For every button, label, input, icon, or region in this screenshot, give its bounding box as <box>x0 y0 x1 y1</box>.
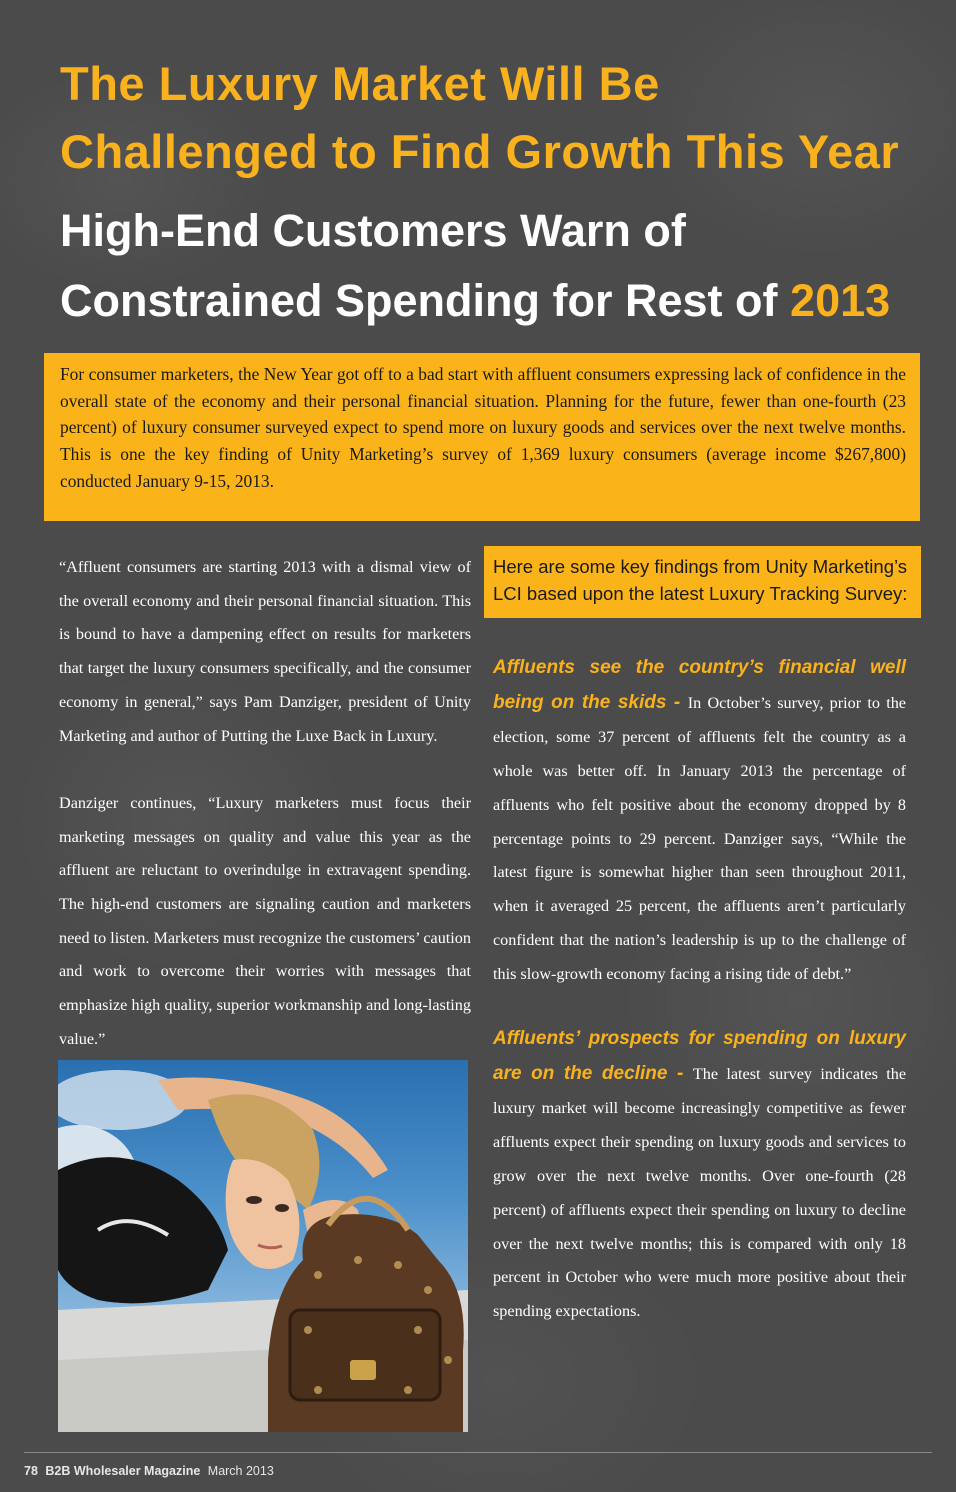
finding-heading: Affluents’ prospects for spending on luxury are on the decline - <box>493 1028 906 1084</box>
subtitle-year: 2013 <box>790 275 891 326</box>
findings-header-text: Here are some key findings from Unity Marketing’s LCI based upon the latest Luxury Tracking Survey: <box>493 556 908 604</box>
intro-text: For consumer marketers, the New Year got off to a bad start with affluent consumers expressing lack of confidence in the overall state of the economy and their personal financial situation. Planning for the future, fewer than one-fourth (23 percent) of luxury consumer surveyed expect to spend more on luxury goods and services over the next twelve months. This is one the key finding of Unity Marketing’s survey of 1,369 luxury consumers (average income $267,800) conducted January 9-15, 2013. <box>60 364 906 491</box>
subtitle-line-1: High-End Customers Warn of <box>60 205 686 256</box>
magazine-name: B2B Wholesaler Magazine <box>45 1464 201 1478</box>
finding-heading: Affluents see the country’s financial well being on the skids - <box>493 657 906 713</box>
finding-body: In October’s survey, prior to the election, some 37 percent of affluents felt the country as a whole was better off. In January 2013 the percentage of affluents who felt positive about the economy dropped by 8 percentage points to 29 percent. Danziger says, “While the latest figure is somewhat higher than seen throughout 2011, when it averaged 25 percent, the affluents aren’t particularly confident that the nation’s leadership is up to the challenge of this slow-growth economy facing a rising tide of debt.” <box>493 693 906 984</box>
title-line-2: Challenged to Find Growth This Year <box>60 125 900 178</box>
advertisement-photo <box>58 1060 468 1432</box>
intro-box <box>44 353 920 521</box>
subtitle-line-2: Constrained Spending for Rest of <box>60 275 778 326</box>
footer-divider <box>24 1452 932 1453</box>
finding-item <box>493 651 906 992</box>
page-footer <box>24 1464 274 1478</box>
continuation-paragraph: Danziger continues, “Luxury marketers must focus their marketing messages on quality and value this year as the affluent are reluctant to overindulge in extravagent spending. The high-end customers are signaling caution and marketers need to listen. Marketers must recognize the customers’ caution and work to overcome their worries with messages that emphasize high quality, superior workmanship and long-lasting value.” <box>59 793 471 1048</box>
finding-item <box>493 1022 906 1329</box>
findings-header-box <box>484 546 921 618</box>
issue-date: March 2013 <box>207 1464 274 1478</box>
photo-illustration <box>58 1060 468 1432</box>
page-number: 78 <box>24 1464 38 1478</box>
article-subtitle <box>60 196 920 336</box>
findings-list <box>493 651 906 1329</box>
quote-paragraph: “Affluent consumers are starting 2013 with a dismal view of the overall economy and their personal financial situation. This is bound to have a dampening effect on results for marketers that target the luxury consumers specifically, and the consumer economy in general,” says Pam Danziger, president of Unity Marketing and author of Putting the Luxe Back in Luxury. <box>59 558 471 745</box>
finding-body: The latest survey indicates the luxury market will become increasingly competitive as fewer affluents expect their spending on luxury goods and services to grow over the next twelve months. Over one-fourth (28 percent) of affluents expect their spending on luxury to decline over the next twelve months; this is compared with only 18 percent in October who were much more positive about their spending expectations. <box>493 1064 907 1321</box>
title-line-1: The Luxury Market Will Be <box>60 57 660 110</box>
article-title <box>60 50 920 186</box>
left-column <box>59 551 471 1057</box>
